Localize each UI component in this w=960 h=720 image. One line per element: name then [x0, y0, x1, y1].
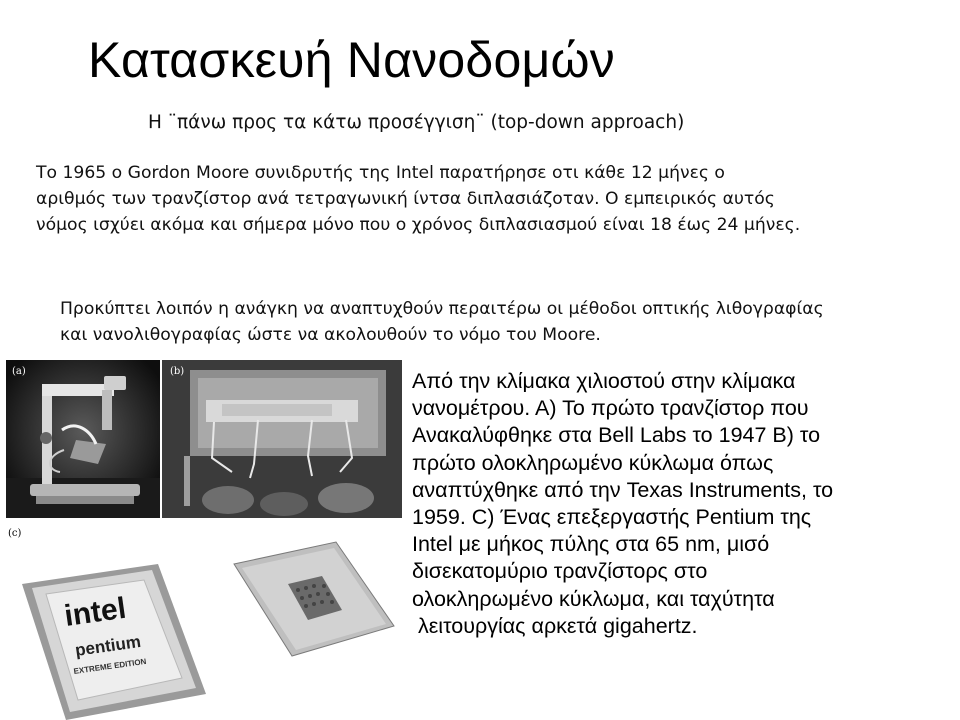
chip-brand-text: intel [62, 591, 129, 633]
panel-label-b: (b) [170, 366, 185, 377]
moore-law-paragraph [36, 160, 936, 238]
caption-line: ολοκληρωμένο κύκλωμα, και ταχύτητα [412, 586, 775, 611]
caption-line: Από την κλίμακα χιλιοστού στην κλίμακα [412, 369, 796, 393]
chip-edition-text: EXTREME EDITION [73, 656, 147, 676]
caption-line: λειτουργίας αρκετά gigahertz. [412, 613, 698, 638]
caption-line: Ανακαλύφθηκε στα Bell Labs το 1947 Β) το [412, 423, 821, 448]
caption-line: πρώτο ολοκληρωμένο κύκλωμα όπως [412, 450, 774, 475]
figure-caption [412, 368, 952, 640]
figure-panel-c-pentium-processor [6, 524, 402, 720]
figure-panel-b-first-integrated-circuit [162, 360, 402, 518]
slide-subtitle: Η ¨πάνω προς τα κάτω προσέγγιση¨ (top-down approach) [148, 112, 685, 133]
caption-line: 1959. C) Ένας επεξεργαστής Pentium της [412, 505, 812, 530]
pentium-processor-image [6, 524, 402, 720]
chip-back [234, 542, 394, 656]
paragraph-line: και νανολιθογραφίας ώστε να ακολουθούν το νόμο του Moore. [60, 325, 601, 345]
first-transistor-image [6, 360, 160, 518]
caption-line: Intel με μήκος πύλης στα 65 nm, μισό [412, 532, 770, 557]
panel-label-c: (c) [8, 528, 22, 539]
paragraph-line: Προκύπτει λοιπόν η ανάγκη να αναπτυχθούν περαιτέρω οι μέθοδοι οπτικής λιθογραφίας [60, 299, 824, 319]
caption-line: δισεκατομύριο τρανζίστορς στο [412, 559, 708, 584]
chip-model-text: pentium [73, 631, 143, 660]
paragraph-line: νόμος ισχύει ακόμα και σήμερα μόνο που ο χρόνος διπλασιασμού είναι 18 έως 24 μήνες. [36, 215, 801, 235]
figure-panel-a-first-transistor [6, 360, 160, 518]
caption-line: νανομέτρου. Α) Το πρώτο τρανζίστορ που [412, 396, 809, 421]
lithography-paragraph [60, 296, 950, 348]
slide-title: Κατασκευή Νανοδομών [88, 32, 615, 88]
first-integrated-circuit-image [162, 360, 402, 518]
caption-line: αναπτύχθηκε από την Texas Instruments, το [412, 477, 834, 502]
paragraph-line: αριθμός των τρανζίστορ ανά τετραγωνική ίντσα διπλασιάζοταν. Ο εμπειρικός αυτός [36, 189, 775, 209]
panel-label-a: (a) [12, 366, 26, 377]
paragraph-line: Το 1965 ο Gordon Moore συνιδρυτής της Intel παρατήρησε οτι κάθε 12 μήνες ο [36, 163, 725, 183]
